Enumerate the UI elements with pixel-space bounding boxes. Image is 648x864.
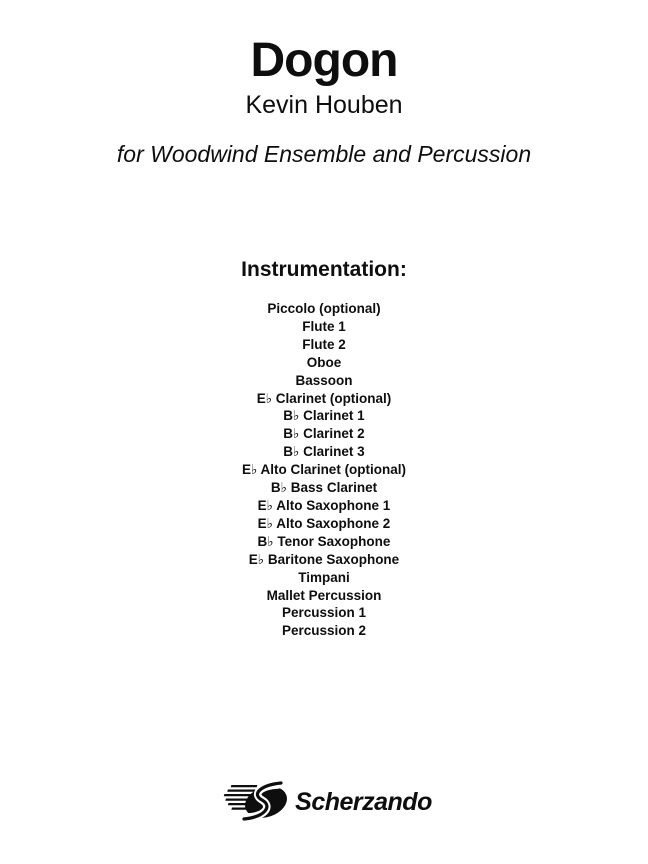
instrument-item: Bassoon <box>295 372 353 388</box>
instrument-item: E♭ Clarinet (optional) <box>256 390 392 406</box>
page-title: Dogon <box>250 34 398 87</box>
instrument-item: Flute 2 <box>302 336 346 352</box>
publisher-name: Scherzando <box>295 788 432 816</box>
instrument-item: B♭ Clarinet 2 <box>283 426 365 442</box>
instrument-item: B♭ Clarinet 3 <box>283 444 365 460</box>
instrument-item: E♭ Baritone Saxophone <box>248 551 400 567</box>
instrument-item: E♭ Alto Clarinet (optional) <box>241 462 407 478</box>
instrument-item: B♭ Clarinet 1 <box>283 408 365 424</box>
instrument-item: Mallet Percussion <box>266 587 382 603</box>
scherzando-emblem-icon <box>216 780 290 824</box>
instrument-item: E♭ Alto Saxophone 2 <box>257 515 391 531</box>
instrumentation-heading: Instrumentation: <box>241 258 407 281</box>
instrument-item: B♭ Bass Clarinet <box>270 480 378 496</box>
instrument-item: B♭ Tenor Saxophone <box>257 533 391 549</box>
instrument-item: E♭ Alto Saxophone 1 <box>257 497 391 513</box>
instrument-item: Timpani <box>298 569 350 585</box>
publisher-logo <box>0 780 648 824</box>
composer-name: Kevin Houben <box>245 91 403 119</box>
instrument-item: Piccolo (optional) <box>267 301 381 316</box>
instrument-item: Flute 1 <box>302 318 346 334</box>
instrumentation-list <box>0 300 648 640</box>
instrument-item: Percussion 2 <box>281 623 367 639</box>
instrument-item: Oboe <box>306 354 342 370</box>
instrument-item: Percussion 1 <box>281 605 367 621</box>
work-subtitle: for Woodwind Ensemble and Percussion <box>116 141 532 167</box>
